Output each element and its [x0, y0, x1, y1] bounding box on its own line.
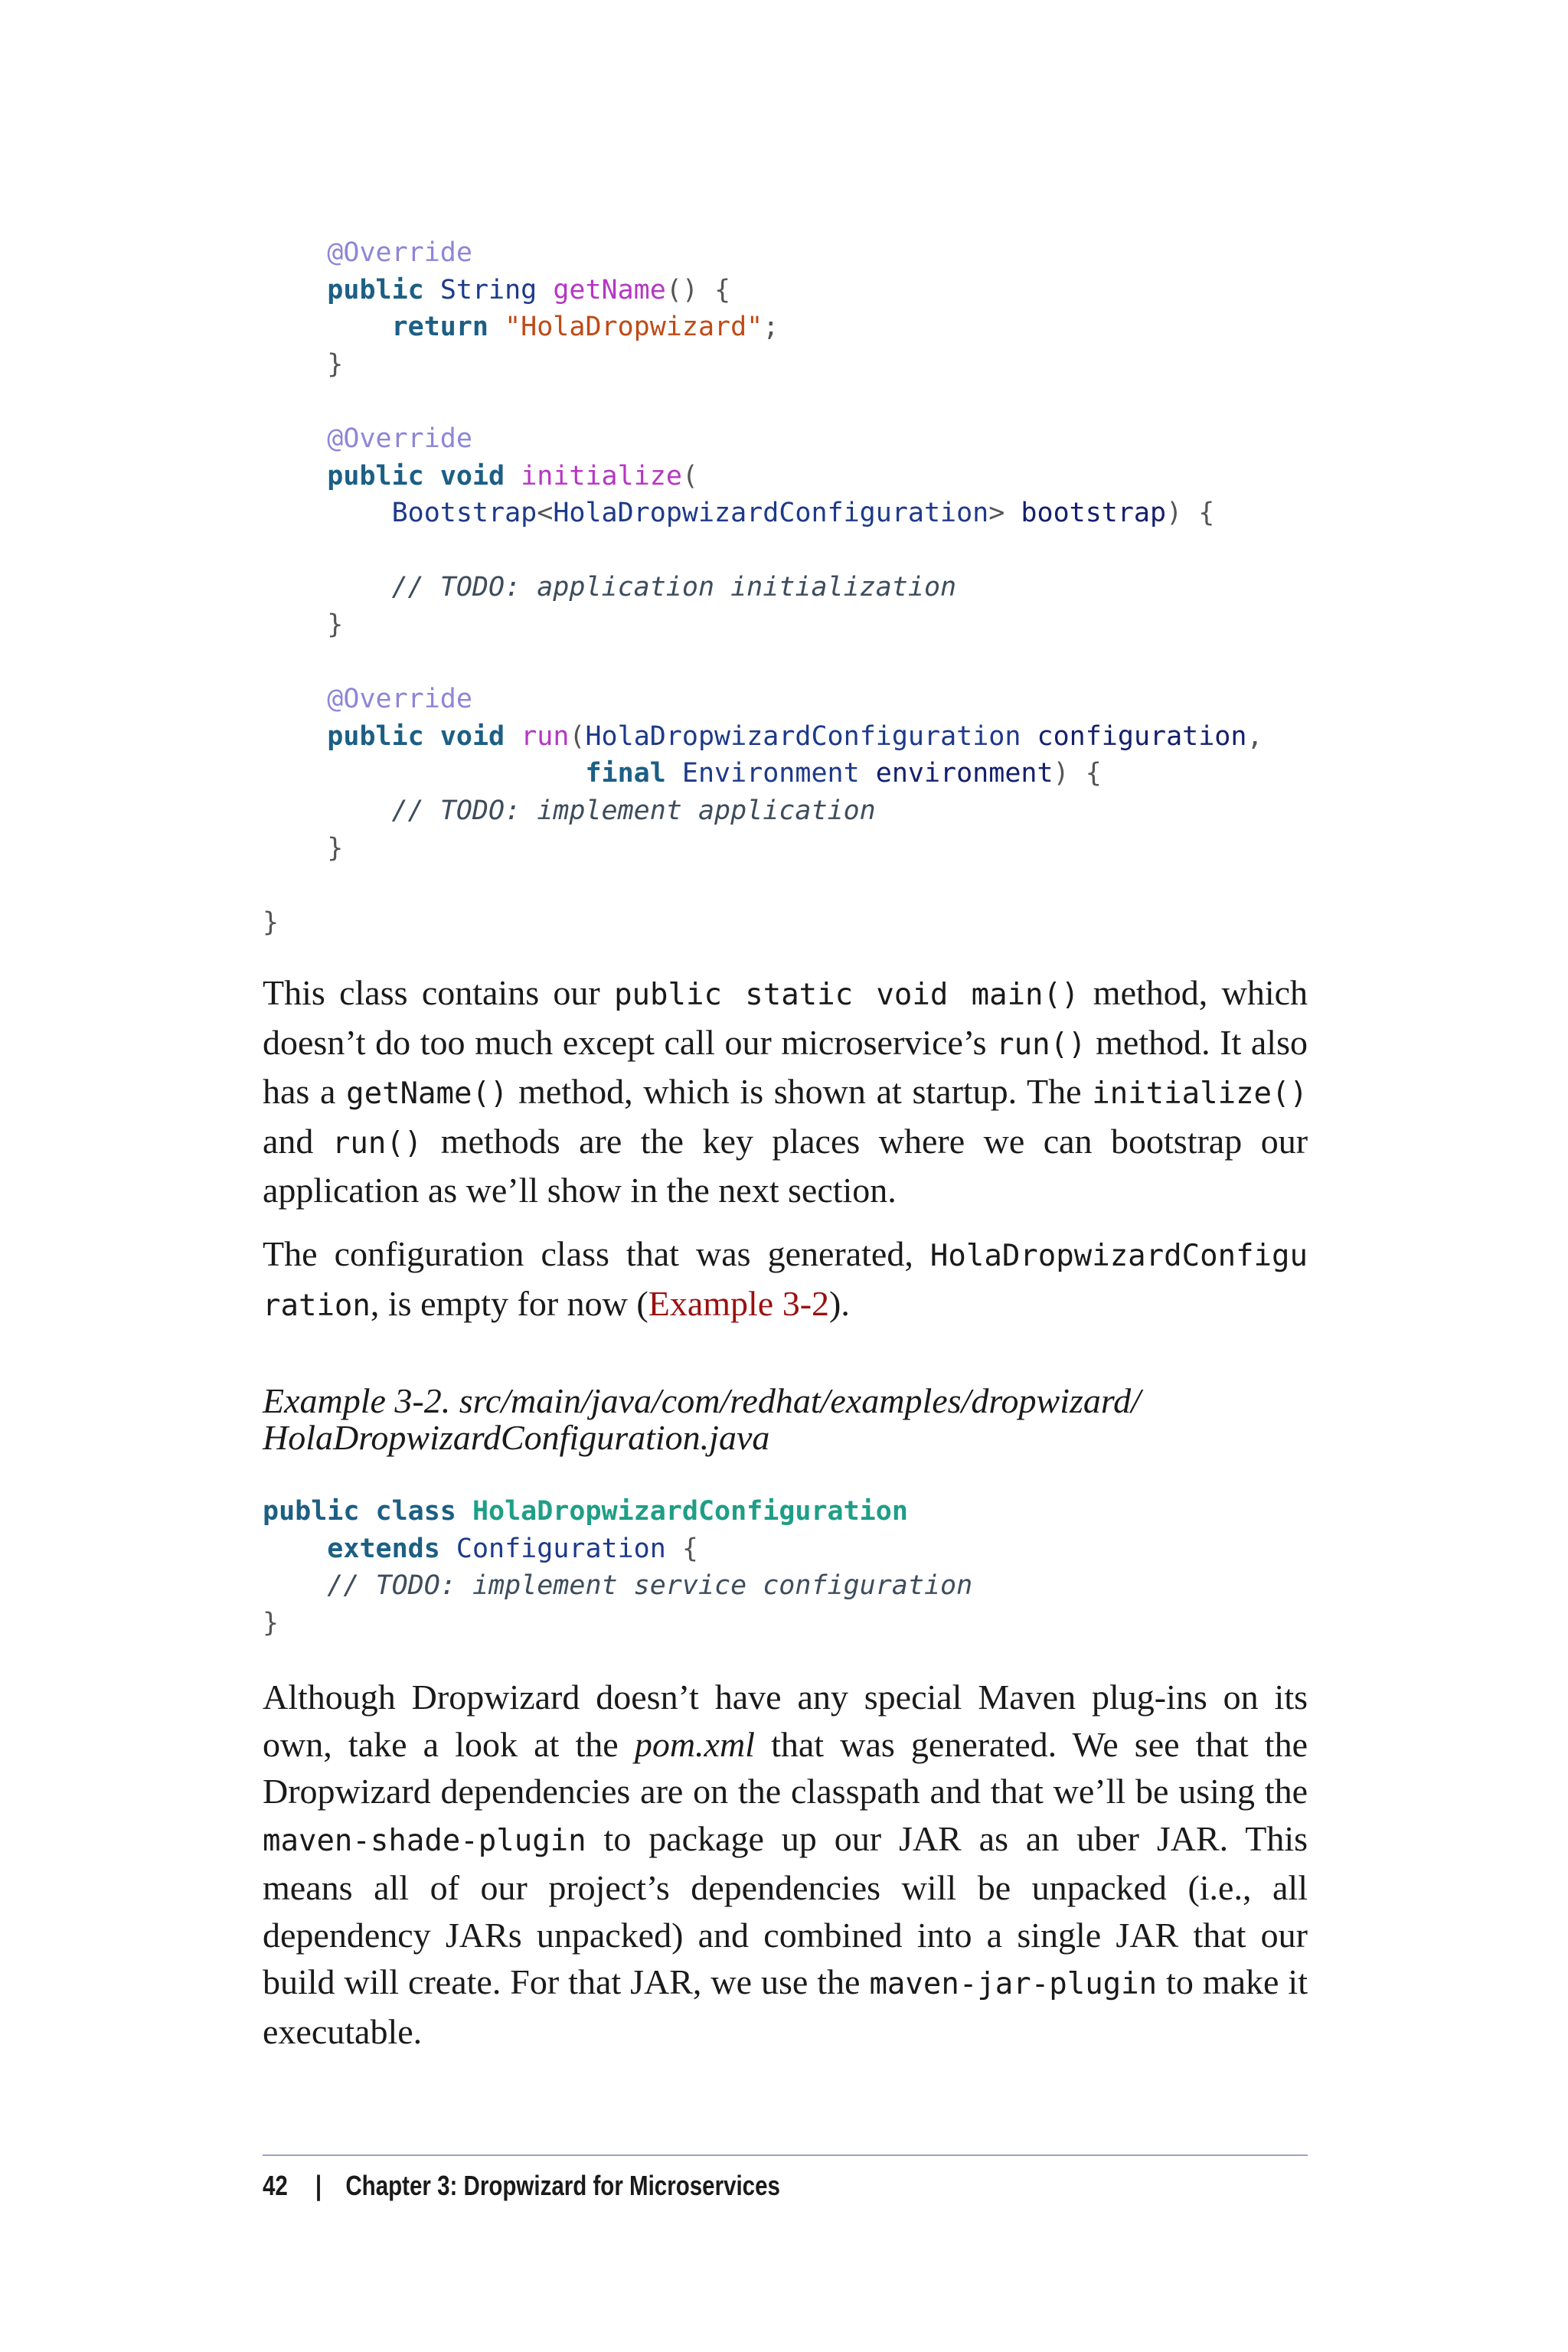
- code-token: [1004, 498, 1021, 528]
- code-token: final: [585, 758, 666, 789]
- code-line: [263, 1567, 972, 1605]
- code-token: // TODO: implement application: [391, 795, 876, 826]
- text-run: to package up our JAR as an uber JAR. This means all of our project’s dependencies will be unpacked (i.e., all dependency JARs unpacked) and combined into a single JAR that our build will create. For that JAR, we use the: [263, 1818, 1308, 2001]
- code-line: [263, 234, 1263, 272]
- code-token: [488, 312, 505, 342]
- paragraph-maven-plugins: [263, 1674, 1308, 2055]
- code-line: [263, 1493, 972, 1530]
- page-number: 42: [263, 2170, 288, 2201]
- code-token: public: [327, 274, 424, 305]
- code-line: [263, 495, 1263, 532]
- code-token: Configuration: [456, 1533, 666, 1564]
- paragraph-configuration-class: [263, 1230, 1308, 1329]
- code-token: }: [327, 609, 344, 640]
- code-token: [1021, 721, 1037, 752]
- code-token: [456, 1496, 472, 1527]
- code-token: String: [439, 274, 537, 305]
- code-token: ) {: [1053, 758, 1102, 789]
- page-footer: [263, 2167, 780, 2205]
- code-line: [263, 1605, 972, 1642]
- example-caption: [263, 1383, 1334, 1456]
- code-token: public: [327, 720, 424, 752]
- code-token: [263, 1534, 327, 1564]
- code-line: [263, 309, 1263, 346]
- code-line: [263, 681, 1263, 718]
- code-token: [263, 609, 327, 640]
- text-run: This class contains our: [263, 973, 615, 1012]
- code-line: [263, 606, 1263, 644]
- footer-separator: |: [315, 2170, 322, 2201]
- code-token: void: [439, 720, 505, 752]
- text-run: method, which doesn’t do too much except call our microservice’s: [263, 973, 1308, 1062]
- code-token: initialize: [521, 460, 682, 492]
- code-token: ) {: [1166, 498, 1215, 529]
- cross-reference-link[interactable]: Example 3-2: [648, 1283, 830, 1323]
- code-token: () {: [665, 274, 731, 305]
- code-token: [263, 349, 327, 380]
- code-token: [505, 721, 521, 752]
- code-block-app-methods: [263, 234, 1263, 941]
- code-line: [263, 272, 1263, 309]
- chapter-title: Chapter 3: Dropwizard for Microservices: [345, 2170, 780, 2201]
- inline-code: maven-jar-​plugin: [869, 1967, 1158, 2001]
- code-token: [263, 572, 392, 603]
- code-token: [263, 721, 327, 752]
- code-token: >: [988, 498, 1005, 529]
- code-token: public: [327, 460, 424, 492]
- code-token: Environment: [681, 758, 860, 789]
- code-token: <: [537, 498, 554, 529]
- emphasis-text: pom.xml: [634, 1724, 755, 1764]
- code-token: (: [681, 460, 698, 492]
- code-token: [263, 275, 327, 305]
- code-token: [263, 461, 327, 492]
- code-token: run: [521, 720, 570, 752]
- code-token: Bootstrap: [391, 498, 537, 529]
- code-token: getName: [553, 274, 666, 305]
- code-token: @Override: [327, 423, 472, 454]
- code-token: return: [391, 312, 489, 343]
- text-run: methods are the key places where we can bootstrap our application as we’ll show in the next section.: [263, 1121, 1308, 1210]
- code-token: [424, 721, 440, 752]
- inline-code: run(): [996, 1027, 1086, 1062]
- code-line: [263, 1530, 972, 1568]
- code-token: [263, 795, 392, 826]
- inline-code: initialize(): [1092, 1076, 1308, 1111]
- code-line: [263, 383, 1263, 420]
- code-token: // TODO: application initialization: [391, 572, 957, 603]
- code-token: public: [263, 1496, 360, 1527]
- code-line: [263, 792, 1263, 830]
- code-block-configuration-class: [263, 1493, 972, 1642]
- code-token: [424, 275, 440, 305]
- text-run: ).: [829, 1283, 850, 1323]
- paragraph-main-class-description: [263, 969, 1308, 1214]
- code-token: [263, 423, 327, 454]
- code-token: }: [263, 906, 279, 938]
- inline-code: getName(): [346, 1076, 508, 1111]
- code-token: (: [569, 720, 586, 752]
- code-line: [263, 569, 1263, 606]
- code-token: HolaDropwizardConfiguration: [472, 1496, 908, 1527]
- inline-code: run(): [332, 1125, 423, 1161]
- code-token: "HolaDropwizard": [505, 312, 763, 343]
- code-token: [440, 1534, 456, 1564]
- code-token: ,: [1246, 720, 1263, 752]
- code-token: {: [681, 1533, 698, 1564]
- code-line: [263, 346, 1263, 384]
- code-token: configuration: [1037, 720, 1247, 752]
- text-run: that was generated. We see that the Dropwizard dependencies are on the classpath and that we’ll be using the: [263, 1724, 1308, 1811]
- code-token: class: [375, 1496, 456, 1527]
- code-token: [359, 1496, 375, 1527]
- code-token: [263, 237, 327, 268]
- code-token: HolaDropwizardConfiguration: [553, 498, 989, 529]
- code-token: [263, 833, 327, 864]
- code-token: @Override: [327, 684, 472, 715]
- code-line: [263, 718, 1263, 756]
- text-run: method. It also has a: [263, 1022, 1308, 1111]
- inline-code: HolaDropwizardConfigu​ration: [263, 1239, 1308, 1323]
- code-line: [263, 532, 1263, 570]
- code-token: [263, 1570, 327, 1601]
- code-token: [860, 758, 876, 789]
- code-line: [263, 904, 1263, 942]
- inline-code: maven-shade-plugin: [263, 1823, 586, 1858]
- text-run: The configuration class that was generated,: [263, 1234, 930, 1273]
- code-line: [263, 867, 1263, 904]
- code-line: [263, 458, 1263, 495]
- text-run: to make it executable.: [263, 1962, 1308, 2051]
- code-token: }: [327, 832, 344, 864]
- code-token: [263, 312, 392, 342]
- code-token: @Override: [327, 237, 472, 268]
- code-token: environment: [875, 758, 1054, 789]
- code-token: ;: [763, 312, 779, 343]
- code-line: [263, 830, 1263, 867]
- code-token: }: [263, 1607, 279, 1638]
- code-token: [263, 684, 327, 714]
- code-token: [537, 275, 553, 305]
- code-token: // TODO: implement service configuration: [327, 1570, 973, 1602]
- code-line: [263, 755, 1263, 792]
- code-line: [263, 644, 1263, 681]
- code-token: [505, 461, 521, 492]
- text-run: Although Dropwizard doesn’t have any special Maven plug-ins on its own, take a look at the: [263, 1677, 1308, 1764]
- text-run: and: [263, 1121, 332, 1161]
- code-token: void: [439, 460, 505, 492]
- code-token: }: [327, 348, 344, 380]
- code-token: HolaDropwizardConfiguration: [585, 720, 1021, 752]
- inline-code: public static void main(): [614, 978, 1080, 1012]
- footer-rule: [263, 2154, 1308, 2156]
- text-run: method, which is shown at startup. The: [508, 1072, 1093, 1111]
- code-token: bootstrap: [1021, 498, 1167, 529]
- example-caption-line-2: HolaDropwizardConfiguration.java: [263, 1418, 770, 1457]
- code-token: extends: [327, 1533, 440, 1564]
- code-line: [263, 420, 1263, 458]
- code-token: [666, 758, 682, 789]
- example-caption-line-1: Example 3-2. src/main/java/com/redhat/examples/dropwizard/: [263, 1381, 1141, 1420]
- code-token: [263, 498, 392, 528]
- code-token: [666, 1534, 682, 1564]
- code-token: [263, 758, 585, 789]
- code-token: [424, 461, 440, 492]
- text-run: , is empty for now (: [370, 1283, 648, 1323]
